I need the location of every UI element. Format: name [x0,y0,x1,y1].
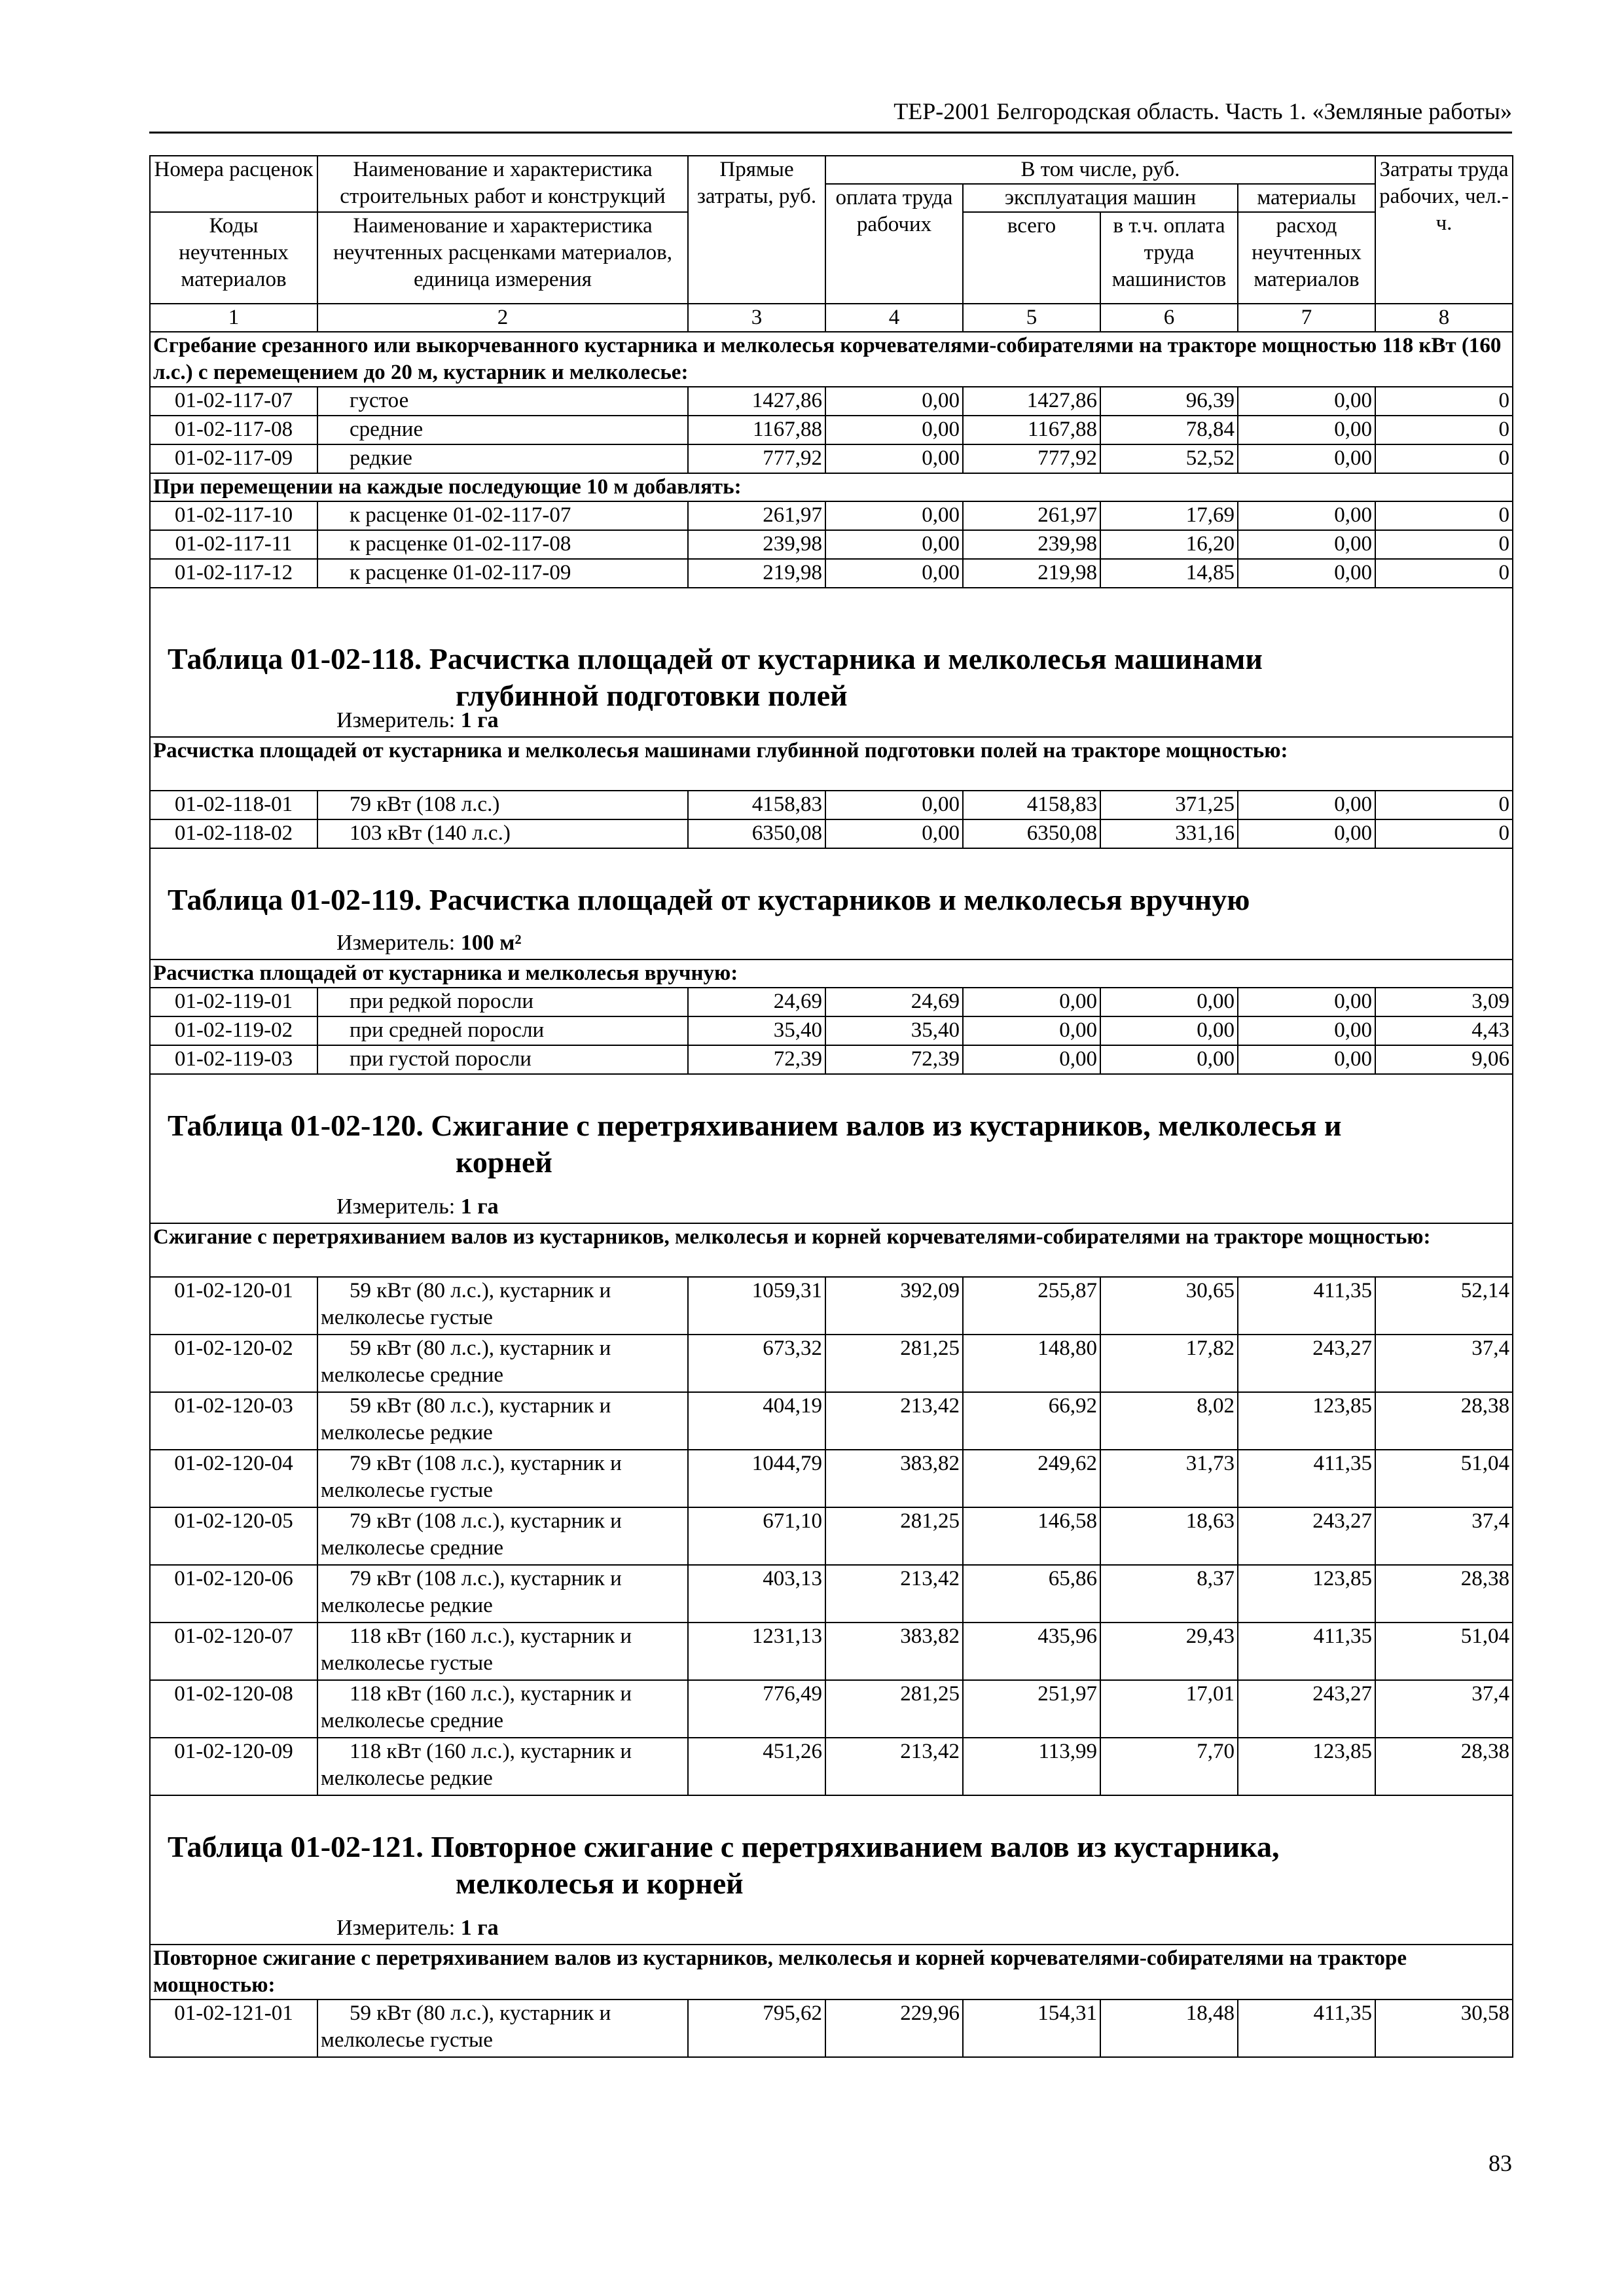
table-117-body [150,332,1513,473]
table-row [150,387,1513,416]
direct-costs-value: 403,13 [688,1565,825,1623]
labor-costs-value: 37,4 [1375,1507,1513,1565]
rate-code: 01-02-119-01 [150,988,317,1016]
machines-total-value: 261,97 [963,501,1100,530]
rate-code: 01-02-117-11 [150,530,317,559]
table-121-body [150,1945,1513,2057]
operator-wages-value: 7,70 [1100,1738,1238,1795]
machines-total-value: 239,98 [963,530,1100,559]
work-description [317,1450,688,1507]
materials-value: 411,35 [1238,1450,1375,1507]
materials-value: 243,27 [1238,1335,1375,1392]
rate-code: 01-02-120-01 [150,1277,317,1335]
work-description [317,988,688,1016]
work-description [317,1277,688,1335]
description-line: 103 кВт (140 л.с.) [350,821,511,845]
direct-costs-value: 777,92 [688,444,825,473]
head-rate-numbers: Номера расценок [150,156,317,212]
materials-value: 0,00 [1238,1016,1375,1045]
head-material-names: Наименование и характеристика неучтенных расценками материалов, единица измерения [317,212,688,304]
workers-wages-value: 0,00 [825,501,963,530]
workers-wages-value: 383,82 [825,1450,963,1507]
table-row [150,1335,1513,1392]
table-118-body [150,737,1513,848]
workers-wages-value: 0,00 [825,444,963,473]
table-row [150,1623,1513,1680]
table-row [150,1277,1513,1335]
description-line: 59 кВт (80 л.с.), кустарник и [350,2001,611,2025]
table-row [150,559,1513,588]
labor-costs-value: 30,58 [1375,2000,1513,2057]
work-description [317,1045,688,1074]
direct-costs-value: 1167,88 [688,416,825,444]
work-description [317,444,688,473]
description-line: 59 кВт (80 л.с.), кустарник и [350,1279,611,1302]
table-title: Таблица 01-02-119. Расчистка площадей от кустарников и мелколесья вручную [168,883,1250,916]
operator-wages-value: 17,01 [1100,1680,1238,1738]
operator-wages-value: 371,25 [1100,791,1238,819]
work-description [317,416,688,444]
materials-value: 243,27 [1238,1507,1375,1565]
materials-value: 0,00 [1238,559,1375,588]
work-description [317,387,688,416]
rate-code: 01-02-120-06 [150,1565,317,1623]
description-line: мелколесье редкие [321,1421,493,1444]
direct-costs-value: 1044,79 [688,1450,825,1507]
description-line: мелколесье густые [321,1479,493,1502]
machines-total-value: 1427,86 [963,387,1100,416]
rate-code: 01-02-117-08 [150,416,317,444]
col-number: 3 [688,304,825,332]
table-row [150,791,1513,819]
description-line: мелколесье средние [321,1536,504,1560]
workers-wages-value: 72,39 [825,1045,963,1074]
workers-wages-value: 213,42 [825,1392,963,1450]
direct-costs-value: 1231,13 [688,1623,825,1680]
description-line: 59 кВт (80 л.с.), кустарник и [350,1336,611,1360]
materials-value: 0,00 [1238,819,1375,848]
head-direct-costs: Прямые затраты, руб. [688,156,825,304]
table-row [150,1045,1513,1074]
workers-wages-value: 0,00 [825,819,963,848]
labor-costs-value: 28,38 [1375,1738,1513,1795]
materials-value: 0,00 [1238,444,1375,473]
direct-costs-value: 261,97 [688,501,825,530]
machines-total-value: 1167,88 [963,416,1100,444]
head-materials: материалы [1238,184,1375,212]
description-line: к расценке 01-02-117-08 [350,532,571,556]
work-description [317,1565,688,1623]
machines-total-value: 148,80 [963,1335,1100,1392]
machines-total-value: 0,00 [963,1045,1100,1074]
col-number: 8 [1375,304,1513,332]
machines-total-value: 219,98 [963,559,1100,588]
machines-total-value: 146,58 [963,1507,1100,1565]
table-row [150,530,1513,559]
table-title: Таблица 01-02-118. Расчистка площадей от кустарника и мелколесья машинами глубинной подготовки полей [168,642,1263,712]
work-description [317,1738,688,1795]
workers-wages-value: 281,25 [825,1335,963,1392]
operator-wages-value: 17,69 [1100,501,1238,530]
direct-costs-value: 1059,31 [688,1277,825,1335]
estimate-rates-table [149,155,1513,2058]
operator-wages-value: 0,00 [1100,1045,1238,1074]
description-line: при густой поросли [350,1047,532,1071]
materials-value: 0,00 [1238,1045,1375,1074]
workers-wages-value: 392,09 [825,1277,963,1335]
description-line: 59 кВт (80 л.с.), кустарник и [350,1394,611,1418]
head-including: В том числе, руб. [825,156,1375,184]
materials-value: 0,00 [1238,501,1375,530]
head-machines-total: всего [963,212,1100,304]
work-description [317,819,688,848]
direct-costs-value: 671,10 [688,1507,825,1565]
direct-costs-value: 1427,86 [688,387,825,416]
labor-costs-value: 4,43 [1375,1016,1513,1045]
description-line: мелколесье редкие [321,1767,493,1790]
machines-total-value: 113,99 [963,1738,1100,1795]
direct-costs-value: 451,26 [688,1738,825,1795]
table-row [150,988,1513,1016]
table-title: Таблица 01-02-121. Повторное сжигание с перетряхиванием валов из кустарника, мелколесья и корней [168,1830,1280,1900]
work-description [317,1335,688,1392]
rate-code: 01-02-120-09 [150,1738,317,1795]
head-operator-wages: в т.ч. оплата труда машинистов [1100,212,1238,304]
workers-wages-value: 35,40 [825,1016,963,1045]
description-line: средние [350,418,424,441]
operator-wages-value: 14,85 [1100,559,1238,588]
operator-wages-value: 18,48 [1100,2000,1238,2057]
operator-wages-value: 8,37 [1100,1565,1238,1623]
materials-value: 411,35 [1238,2000,1375,2057]
operator-wages-value: 96,39 [1100,387,1238,416]
rate-code: 01-02-120-08 [150,1680,317,1738]
direct-costs-value: 4158,83 [688,791,825,819]
measurement-unit: Измеритель: 1 га [336,708,499,732]
table-row [150,444,1513,473]
table-title: Таблица 01-02-120. Сжигание с перетряхиванием валов из кустарников, мелколесья и корней [168,1109,1342,1179]
machines-total-value: 154,31 [963,2000,1100,2057]
col-number: 1 [150,304,317,332]
materials-value: 123,85 [1238,1738,1375,1795]
workers-wages-value: 24,69 [825,988,963,1016]
direct-costs-value: 6350,08 [688,819,825,848]
section-heading: Повторное сжигание с перетряхиванием валов из кустарников, мелколесья и корней корчевателями-собирателями на тракторе мощностью: [150,1945,1513,2000]
measurement-unit: Измеритель: 100 м² [336,931,522,955]
operator-wages-value: 18,63 [1100,1507,1238,1565]
running-title: ТЕР-2001 Белгородская область. Часть 1. «Земляные работы» [893,98,1512,124]
table-row [150,1016,1513,1045]
work-description [317,1392,688,1450]
operator-wages-value: 0,00 [1100,988,1238,1016]
measurement-unit: Измеритель: 1 га [336,1916,499,1940]
workers-wages-value: 213,42 [825,1565,963,1623]
table-head [150,156,1513,332]
table-117-addition-body [150,473,1513,588]
operator-wages-value: 52,52 [1100,444,1238,473]
work-description [317,501,688,530]
operator-wages-value: 17,82 [1100,1335,1238,1392]
operator-wages-value: 29,43 [1100,1623,1238,1680]
direct-costs-value: 24,69 [688,988,825,1016]
work-description [317,1623,688,1680]
head-workers-wages: оплата труда рабочих [825,184,963,304]
rate-code: 01-02-118-02 [150,819,317,848]
rate-code: 01-02-119-02 [150,1016,317,1045]
description-line: 118 кВт (160 л.с.), кустарник и [350,1740,632,1763]
rate-code: 01-02-120-05 [150,1507,317,1565]
labor-costs-value: 9,06 [1375,1045,1513,1074]
head-labor-costs: Затраты труда рабочих, чел.-ч. [1375,156,1513,304]
measurement-unit: Измеритель: 1 га [336,1194,499,1219]
workers-wages-value: 0,00 [825,416,963,444]
operator-wages-value: 78,84 [1100,416,1238,444]
materials-value: 0,00 [1238,387,1375,416]
machines-total-value: 777,92 [963,444,1100,473]
machines-total-value: 251,97 [963,1680,1100,1738]
table-118-heading [150,588,1513,737]
col-number: 2 [317,304,688,332]
work-description [317,530,688,559]
table-row [150,501,1513,530]
description-line: при редкой поросли [350,990,534,1013]
rate-code: 01-02-118-01 [150,791,317,819]
table-row [150,416,1513,444]
labor-costs-value: 0 [1375,444,1513,473]
description-line: 118 кВт (160 л.с.), кустарник и [350,1624,632,1648]
labor-costs-value: 28,38 [1375,1565,1513,1623]
machines-total-value: 435,96 [963,1623,1100,1680]
page-number: 83 [1489,2150,1512,2176]
workers-wages-value: 0,00 [825,387,963,416]
workers-wages-value: 281,25 [825,1680,963,1738]
table-row [150,1450,1513,1507]
description-line: 79 кВт (108 л.с.), кустарник и [350,1452,622,1475]
table-row [150,1680,1513,1738]
workers-wages-value: 0,00 [825,791,963,819]
labor-costs-value: 0 [1375,387,1513,416]
rate-code: 01-02-119-03 [150,1045,317,1074]
table-119-body [150,960,1513,1074]
labor-costs-value: 0 [1375,530,1513,559]
labor-costs-value: 37,4 [1375,1680,1513,1738]
labor-costs-value: 0 [1375,791,1513,819]
materials-value: 123,85 [1238,1565,1375,1623]
head-machine-operation: эксплуатация машин [963,184,1238,212]
direct-costs-value: 239,98 [688,530,825,559]
description-line: 79 кВт (108 л.с.), кустарник и [350,1509,622,1533]
materials-value: 411,35 [1238,1623,1375,1680]
direct-costs-value: 404,19 [688,1392,825,1450]
labor-costs-value: 0 [1375,501,1513,530]
materials-value: 0,00 [1238,416,1375,444]
running-header [149,97,1512,134]
description-line: мелколесье густые [321,2028,493,2052]
labor-costs-value: 52,14 [1375,1277,1513,1335]
rate-code: 01-02-117-12 [150,559,317,588]
description-line: 118 кВт (160 л.с.), кустарник и [350,1682,632,1706]
materials-value: 0,00 [1238,988,1375,1016]
table-row [150,1392,1513,1450]
direct-costs-value: 219,98 [688,559,825,588]
work-description [317,1507,688,1565]
operator-wages-value: 331,16 [1100,819,1238,848]
table-row [150,1507,1513,1565]
rate-code: 01-02-117-09 [150,444,317,473]
direct-costs-value: 72,39 [688,1045,825,1074]
operator-wages-value: 30,65 [1100,1277,1238,1335]
head-materials-consumption: расход неучтенных материалов [1238,212,1375,304]
rate-code: 01-02-117-07 [150,387,317,416]
machines-total-value: 6350,08 [963,819,1100,848]
description-line: мелколесье густые [321,1651,493,1675]
table-row [150,2000,1513,2057]
table-121-heading [150,1795,1513,1945]
direct-costs-value: 673,32 [688,1335,825,1392]
section-heading: При перемещении на каждые последующие 10 м добавлять: [150,473,1513,501]
materials-value: 411,35 [1238,1277,1375,1335]
rate-code: 01-02-120-07 [150,1623,317,1680]
machines-total-value: 66,92 [963,1392,1100,1450]
materials-value: 243,27 [1238,1680,1375,1738]
table-row [150,1565,1513,1623]
work-description [317,1680,688,1738]
direct-costs-value: 795,62 [688,2000,825,2057]
description-line: 79 кВт (108 л.с.), кустарник и [350,1567,622,1590]
col-number: 5 [963,304,1100,332]
description-line: к расценке 01-02-117-09 [350,561,571,584]
description-line: редкие [350,446,412,470]
description-line: мелколесье редкие [321,1594,493,1617]
work-description [317,559,688,588]
labor-costs-value: 51,04 [1375,1450,1513,1507]
work-description [317,791,688,819]
labor-costs-value: 28,38 [1375,1392,1513,1450]
labor-costs-value: 0 [1375,559,1513,588]
table-120-heading [150,1074,1513,1223]
operator-wages-value: 0,00 [1100,1016,1238,1045]
labor-costs-value: 51,04 [1375,1623,1513,1680]
description-line: 79 кВт (108 л.с.) [350,793,500,816]
workers-wages-value: 281,25 [825,1507,963,1565]
direct-costs-value: 35,40 [688,1016,825,1045]
work-description [317,1016,688,1045]
machines-total-value: 4158,83 [963,791,1100,819]
table-row [150,819,1513,848]
workers-wages-value: 0,00 [825,559,963,588]
workers-wages-value: 213,42 [825,1738,963,1795]
rate-code: 01-02-117-10 [150,501,317,530]
table-120-body [150,1223,1513,1795]
materials-value: 0,00 [1238,530,1375,559]
section-heading: Расчистка площадей от кустарника и мелколесья вручную: [150,960,1513,988]
operator-wages-value: 31,73 [1100,1450,1238,1507]
description-line: густое [350,389,409,412]
table-119-heading [150,848,1513,960]
description-line: мелколесье густые [321,1306,493,1329]
rate-code: 01-02-121-01 [150,2000,317,2057]
materials-value: 0,00 [1238,791,1375,819]
labor-costs-value: 37,4 [1375,1335,1513,1392]
section-heading: Сжигание с перетряхиванием валов из кустарников, мелколесья и корней корчевателями-собирателями на тракторе мощностью: [150,1223,1513,1277]
rate-code: 01-02-120-04 [150,1450,317,1507]
machines-total-value: 0,00 [963,988,1100,1016]
description-line: при средней поросли [350,1018,545,1042]
col-number: 6 [1100,304,1238,332]
col-number: 7 [1238,304,1375,332]
head-work-name: Наименование и характеристика строительных работ и конструкций [317,156,688,212]
workers-wages-value: 229,96 [825,2000,963,2057]
section-heading: Сгребание срезанного или выкорчеванного кустарника и мелколесья корчевателями-собирателями на тракторе мощностью 118 кВт (160 л.с.) с перемещением до 20 м, кустарник и мелколесье: [150,332,1513,387]
operator-wages-value: 8,02 [1100,1392,1238,1450]
labor-costs-value: 0 [1375,819,1513,848]
description-line: мелколесье средние [321,1363,504,1387]
machines-total-value: 255,87 [963,1277,1100,1335]
rate-code: 01-02-120-02 [150,1335,317,1392]
rate-code: 01-02-120-03 [150,1392,317,1450]
col-number: 4 [825,304,963,332]
machines-total-value: 65,86 [963,1565,1100,1623]
labor-costs-value: 0 [1375,416,1513,444]
table-row [150,1738,1513,1795]
workers-wages-value: 383,82 [825,1623,963,1680]
materials-value: 123,85 [1238,1392,1375,1450]
work-description [317,2000,688,2057]
workers-wages-value: 0,00 [825,530,963,559]
description-line: мелколесье средние [321,1709,504,1732]
operator-wages-value: 16,20 [1100,530,1238,559]
description-line: к расценке 01-02-117-07 [350,503,571,527]
machines-total-value: 0,00 [963,1016,1100,1045]
labor-costs-value: 3,09 [1375,988,1513,1016]
direct-costs-value: 776,49 [688,1680,825,1738]
section-heading: Расчистка площадей от кустарника и мелколесья машинами глубинной подготовки полей на тракторе мощностью: [150,737,1513,791]
head-material-codes: Коды неучтенных материалов [150,212,317,304]
machines-total-value: 249,62 [963,1450,1100,1507]
